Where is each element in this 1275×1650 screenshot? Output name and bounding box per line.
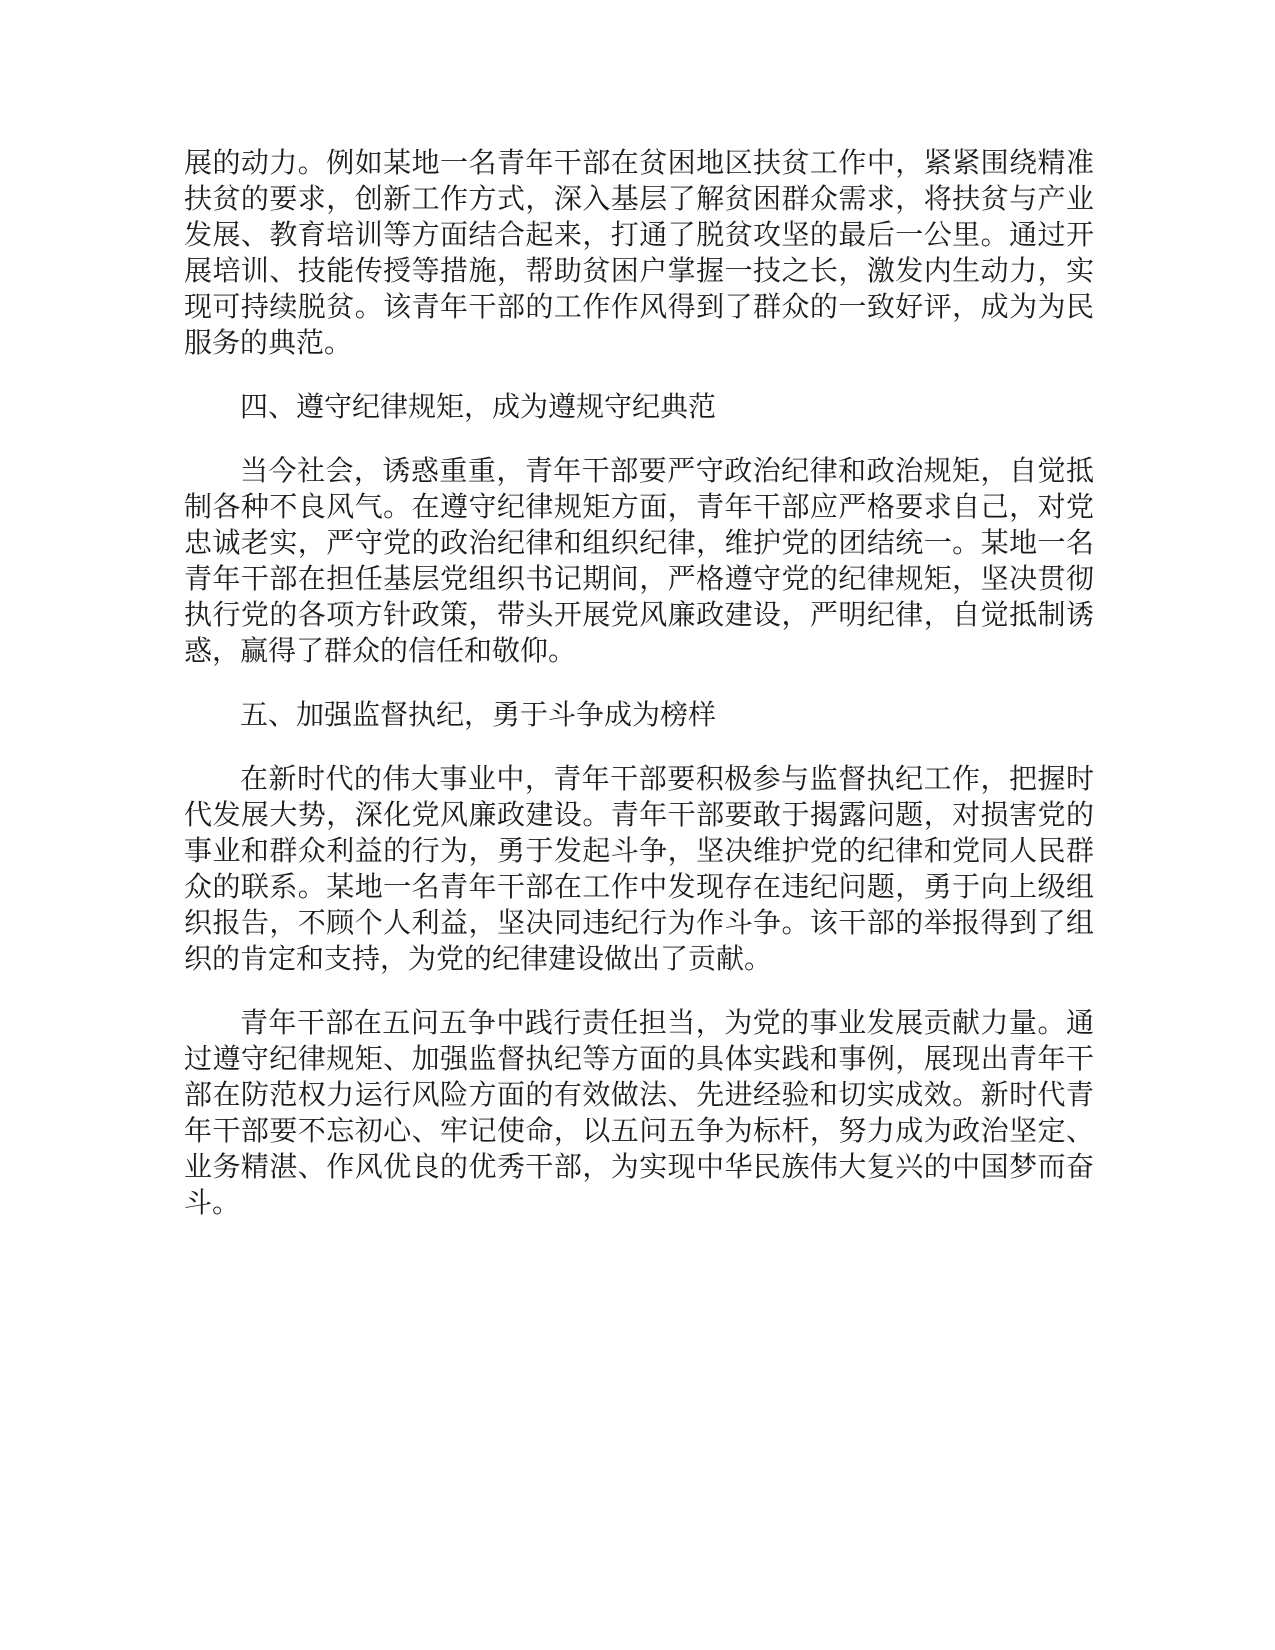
section-heading-five: 五、加强监督执纪，勇于斗争成为榜样 (240, 698, 717, 731)
document-page (184, 145, 1094, 1249)
section-heading-four: 四、遵守纪律规矩，成为遵规守纪典范 (240, 390, 717, 423)
paragraph-continuation: 展的动力。例如某地一名青年干部在贫困地区扶贫工作中，紧紧围绕精准扶贫的要求，创新工作方式，深入基层了解贫困群众需求，将扶贫与产业发展、教育培训等方面结合起来，打通了脱贫攻坚的最后一公里。通过开展培训、技能传授等措施，帮助贫困户掌握一技之长，激发内生动力，实现可持续脱贫。该青年干部的工作作风得到了群众的一致好评，成为为民服务的典范。 (184, 146, 1094, 359)
paragraph-discipline: 当今社会，诱惑重重，青年干部要严守政治纪律和政治规矩，自觉抵制各种不良风气。在遵守纪律规矩方面，青年干部应严格要求自己，对党忠诚老实，严守党的政治纪律和组织纪律，维护党的团结统一。某地一名青年干部在担任基层党组织书记期间，严格遵守党的纪律规矩，坚决贯彻执行党的各项方针政策，带头开展党风廉政建设，严明纪律，自觉抵制诱惑，赢得了群众的信任和敬仰。 (184, 454, 1094, 667)
paragraph-supervision: 在新时代的伟大事业中，青年干部要积极参与监督执纪工作，把握时代发展大势，深化党风廉政建设。青年干部要敢于揭露问题，对损害党的事业和群众利益的行为，勇于发起斗争，坚决维护党的纪律和党同人民群众的联系。某地一名青年干部在工作中发现存在违纪问题，勇于向上级组织报告，不顾个人利益，坚决同违纪行为作斗争。该干部的举报得到了组织的肯定和支持，为党的纪律建设做出了贡献。 (184, 762, 1094, 975)
paragraph-conclusion: 青年干部在五问五争中践行责任担当，为党的事业发展贡献力量。通过遵守纪律规矩、加强监督执纪等方面的具体实践和事例，展现出青年干部在防范权力运行风险方面的有效做法、先进经验和切实成效。新时代青年干部要不忘初心、牢记使命，以五问五争为标杆，努力成为政治坚定、业务精湛、作风优良的优秀干部，为实现中华民族伟大复兴的中国梦而奋斗。 (184, 1006, 1094, 1219)
